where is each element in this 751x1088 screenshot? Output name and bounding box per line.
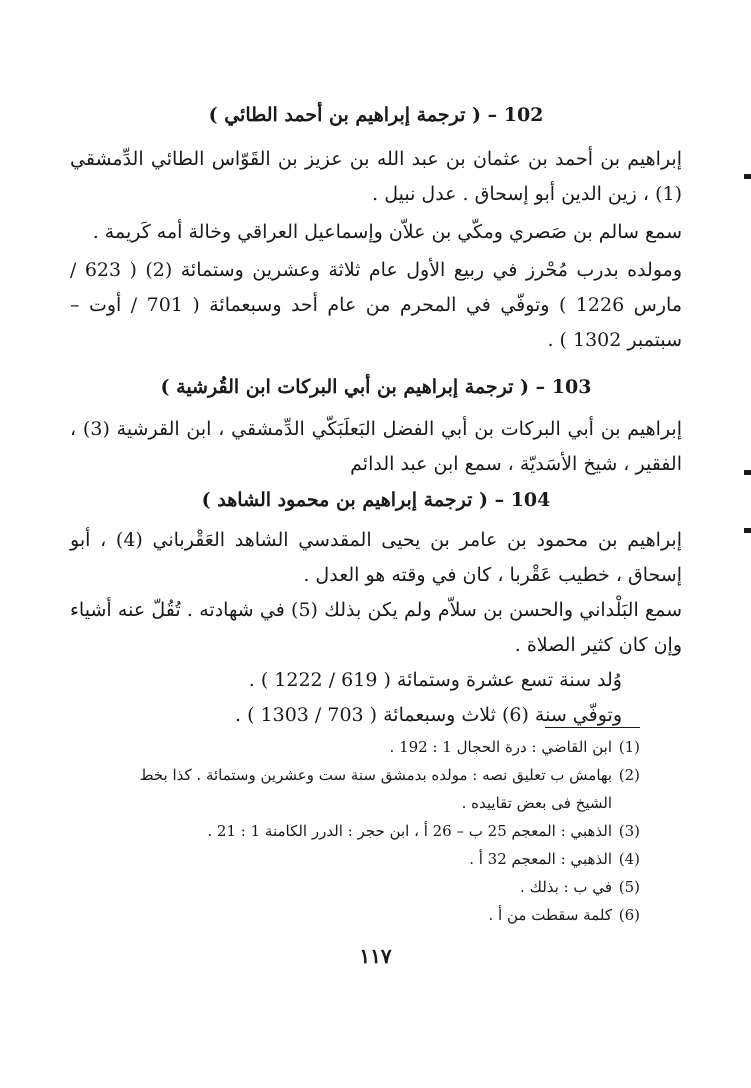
footnote-number: (1) [618,738,640,756]
footnote [130,873,640,901]
entry-paragraph: وُلد سنة تسع عشرة وستمائة ( 619 / 1222 ) . [248,669,622,691]
footnote-number: (2) [618,766,640,784]
footnote [130,901,640,929]
footnotes [130,733,640,929]
footnote-separator [545,727,640,728]
page-edge-mark [744,470,751,475]
footnote-text: في ب : بذلك . [520,878,612,896]
entry-paragraph: وتوفّي سنة (6) ثلاث وسبعمائة ( 703 / 1303 ) . [234,704,622,726]
footnote-text: الذهبي : المعجم 32 أ . [469,850,612,868]
footnote [130,733,640,761]
entry-paragraph: سمع البَلْداني والحسن بن سلاّم ولم يكن بذلك (5) في شهادته . تُقُلّ عنه أشياء وإن كان كثير الصلاة . [70,599,682,656]
footnote [130,761,640,817]
footnote-number: (5) [618,878,640,896]
entry-body [70,523,682,733]
entry-heading: 102 – ( ترجمة إبراهيم بن أحمد الطائي ) [208,104,544,126]
entry-heading: 103 – ( ترجمة إبراهيم بن أبي البركات ابن القُرشية ) [160,376,592,398]
entry-paragraph: ومولده بدرب مُحْرز في ربيع الأول عام ثلاثة وعشرين وستمائة (2) ( 623 / مارس 1226 ) وتوفّي في المحرم من عام أحد وسبعمائة ( 701 / أوت – سبتمبر 1302 ) . [70,259,683,351]
entry-paragraph: إبراهيم بن أحمد بن عثمان بن عبد الله بن عزيز بن القَوّاس الطائي الدِّمشقي (1) ، زين الدين أبو إسحاق . عدل نبيل . [70,148,682,205]
footnote-text: بهامش ب تعليق نصه : مولده بدمشق سنة ست وعشرين وستمائة . كذا بخط الشيخ فى بعض تقاييده . [139,766,612,812]
page-number: ١١٧ [359,944,392,968]
entry-body [70,412,682,482]
footnote-number: (3) [618,822,640,840]
page-edge-mark [744,174,751,179]
footnote-number: (6) [618,906,640,924]
footnote [130,845,640,873]
entry-paragraph: سمع سالم بن صَصري ومكّي بن علاّن وإسماعيل العراقي وخالة أمه كَريمة . [92,221,682,243]
footnote-number: (4) [618,850,640,868]
entry-paragraph: إبراهيم بن محمود بن عامر بن يحيى المقدسي الشاهد العَقْرباني (4) ، أبو إسحاق ، خطيب عَقْربا ، كان في وقته هو العدل . [70,529,683,586]
page-edge-mark [744,528,751,533]
footnote-text: ابن القاضي : درة الحجال 1 : 192 . [389,738,612,756]
entry-body [70,142,682,358]
footnote-text: كلمة سقطت من أ . [488,906,612,924]
footnote [130,817,640,845]
footnote-text: الذهبي : المعجم 25 ب – 26 أ ، ابن حجر : الدرر الكامنة 1 : 21 . [207,822,612,840]
entry-paragraph: إبراهيم بن أبي البركات بن أبي الفضل البَعلَبَكّي الدِّمشقي ، ابن القرشية (3) ، الفقير ، شيخ الأسَديّة ، سمع ابن عبد الدائم [70,418,682,475]
entry-heading: 104 – ( ترجمة إبراهيم بن محمود الشاهد ) [201,489,551,511]
